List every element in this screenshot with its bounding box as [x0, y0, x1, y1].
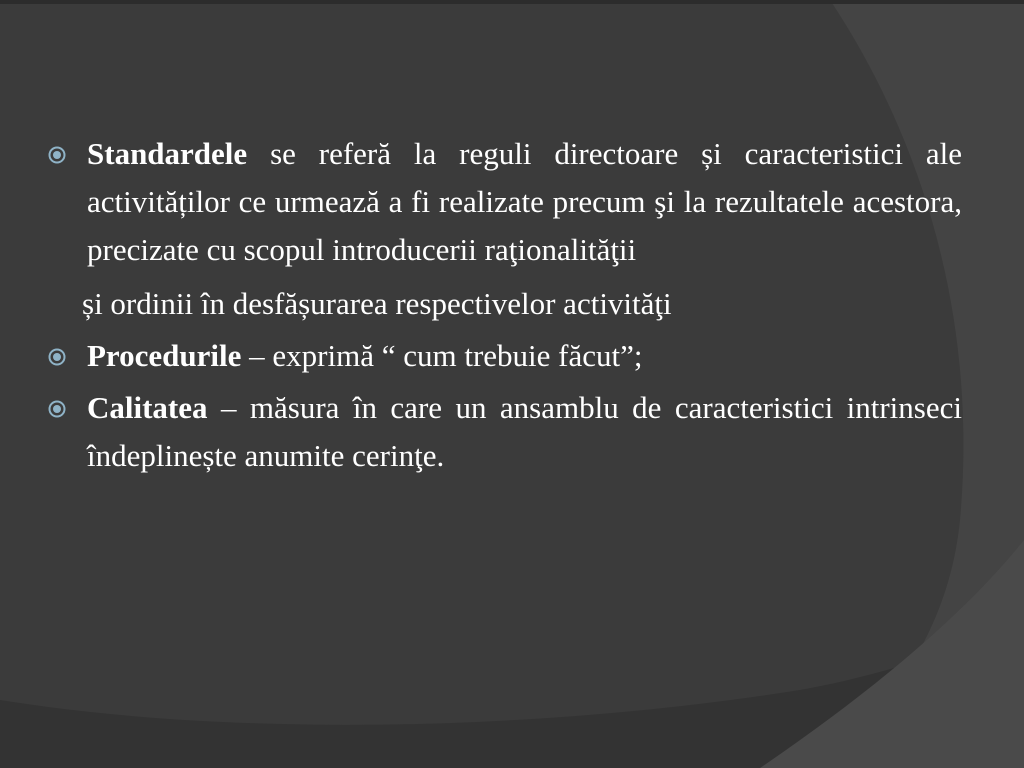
bullet-item-calitatea: [46, 384, 962, 480]
bullet-item-procedurile: [46, 332, 962, 380]
slide-content: [46, 130, 962, 480]
circle-bullet-icon: [48, 146, 66, 164]
continuation-line: și ordinii în desfășurarea respectivelor activităţi: [82, 286, 672, 321]
bullet-text: – exprimă “ cum trebuie făcut”;: [241, 338, 643, 373]
circle-bullet-icon: [48, 348, 66, 366]
circle-bullet-icon: [48, 400, 66, 418]
bullet-item-standardele: [46, 130, 962, 274]
bullet-text: se referă la reguli directoare și caracteristici ale activităților ce urmează a fi realizate precum şi la rezultatele acestora, precizate cu scopul introducerii raţionalităţii: [87, 136, 962, 267]
bullet-term: Calitatea: [87, 390, 208, 425]
bullet-term: Standardele: [87, 136, 248, 171]
bullet-text: – măsura în care un ansamblu de caracteristici intrinseci îndeplinește anumite cerinţe.: [87, 390, 962, 473]
bullet-term: Procedurile: [87, 338, 242, 373]
